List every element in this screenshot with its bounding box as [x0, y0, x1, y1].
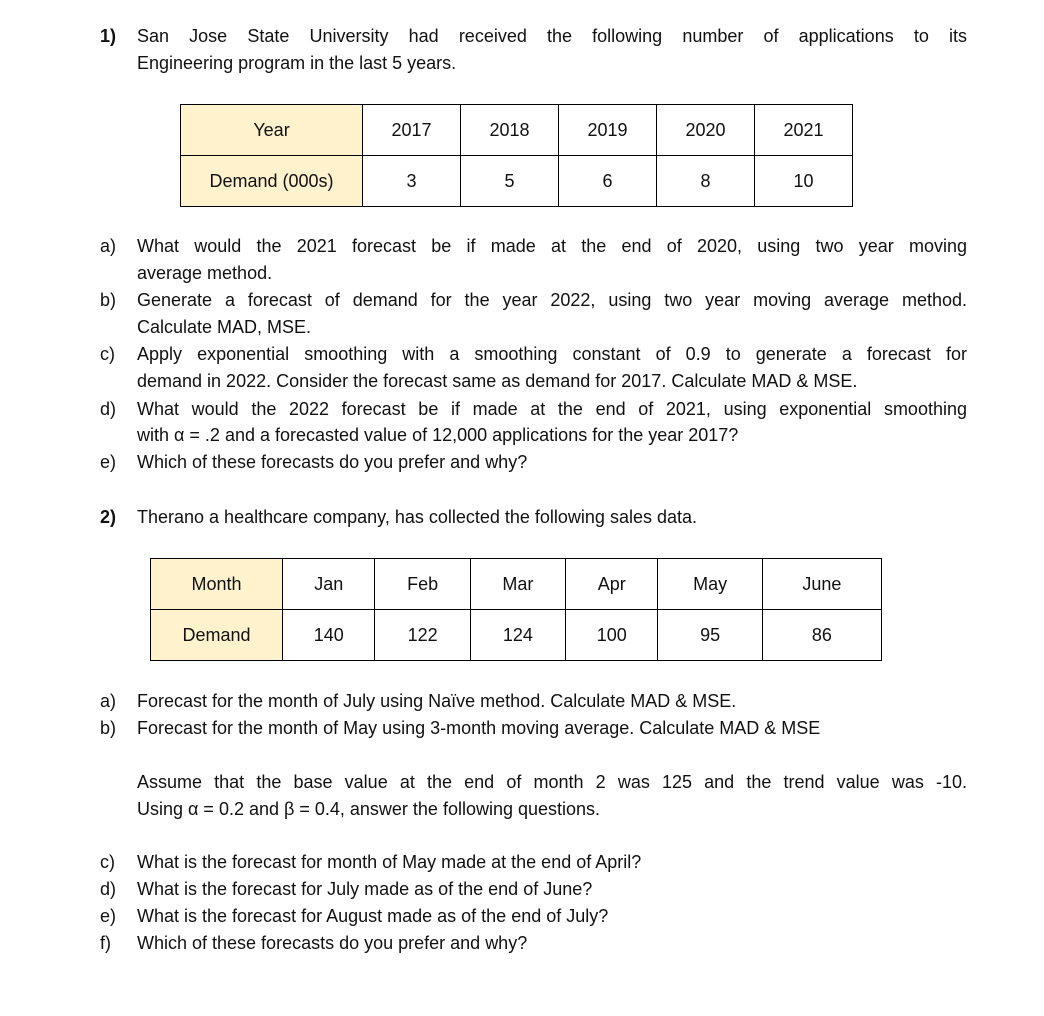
part-text: What is the forecast for month of May made at the end of April?	[137, 852, 642, 872]
part-label: b)	[100, 290, 117, 310]
month-cell: Apr	[566, 559, 658, 610]
part-text: Calculate MAD, MSE.	[137, 317, 312, 337]
question-2-text: Therano a healthcare company, has collected the following sales data.	[137, 507, 698, 527]
part-text: What is the forecast for August made as of the end of July?	[137, 906, 609, 926]
month-cell: May	[658, 559, 762, 610]
sales-table	[150, 558, 882, 661]
year-cell: 2021	[755, 105, 853, 156]
part-label: e)	[100, 452, 117, 472]
part-label: a)	[100, 236, 117, 256]
year-cell: 2018	[461, 105, 559, 156]
part-label: c)	[100, 852, 115, 872]
demand-cell: 140	[283, 610, 375, 661]
month-cell: June	[762, 559, 881, 610]
year-cell: 2017	[363, 105, 461, 156]
part-text: Apply exponential smoothing with a smoothing constant of 0.9 to generate a forecast for	[137, 344, 967, 364]
part-text: Forecast for the month of July using Naïve method. Calculate MAD & MSE.	[137, 691, 737, 711]
part-text: Generate a forecast of demand for the year 2022, using two year moving average method.	[137, 290, 967, 310]
assumption-text: Assume that the base value at the end of month 2 was 125 and the trend value was -10.	[137, 772, 967, 792]
month-cell: Feb	[375, 559, 470, 610]
demand-cell: 3	[363, 156, 461, 207]
applications-table	[180, 104, 853, 207]
table-row	[151, 559, 882, 610]
part-text: Forecast for the month of May using 3-month moving average. Calculate MAD & MSE	[137, 718, 821, 738]
header-cell: Demand (000s)	[181, 156, 363, 207]
month-cell: Jan	[283, 559, 375, 610]
year-cell: 2020	[657, 105, 755, 156]
question-1-text: San Jose State University had received the following number of applications to its	[137, 26, 967, 46]
demand-cell: 122	[375, 610, 470, 661]
header-cell: Demand	[151, 610, 283, 661]
demand-cell: 100	[566, 610, 658, 661]
part-text: with α = .2 and a forecasted value of 12,000 applications for the year 2017?	[137, 425, 739, 445]
question-2-number: 2)	[100, 507, 117, 527]
part-text: average method.	[137, 263, 273, 283]
year-cell: 2019	[559, 105, 657, 156]
question-1-text: Engineering program in the last 5 years.	[137, 53, 457, 73]
header-cell: Year	[181, 105, 363, 156]
part-label: d)	[100, 879, 117, 899]
table-row	[181, 156, 853, 207]
table-row	[181, 105, 853, 156]
part-text: Which of these forecasts do you prefer and why?	[137, 452, 528, 472]
header-cell: Month	[151, 559, 283, 610]
part-text: Which of these forecasts do you prefer and why?	[137, 933, 528, 953]
demand-cell: 86	[762, 610, 881, 661]
demand-cell: 10	[755, 156, 853, 207]
demand-cell: 6	[559, 156, 657, 207]
assumption-text: Using α = 0.2 and β = 0.4, answer the following questions.	[137, 799, 601, 819]
demand-cell: 95	[658, 610, 762, 661]
part-text: What would the 2021 forecast be if made at the end of 2020, using two year moving	[137, 236, 967, 256]
demand-cell: 124	[470, 610, 565, 661]
part-label: d)	[100, 399, 117, 419]
question-1-number: 1)	[100, 26, 117, 46]
part-label: a)	[100, 691, 117, 711]
part-label: f)	[100, 933, 111, 953]
part-text: demand in 2022. Consider the forecast same as demand for 2017. Calculate MAD & MSE.	[137, 371, 858, 391]
demand-cell: 5	[461, 156, 559, 207]
part-label: c)	[100, 344, 115, 364]
part-text: What would the 2022 forecast be if made at the end of 2021, using exponential smoothing	[137, 399, 967, 419]
part-text: What is the forecast for July made as of the end of June?	[137, 879, 593, 899]
demand-cell: 8	[657, 156, 755, 207]
table-row	[151, 610, 882, 661]
part-label: e)	[100, 906, 117, 926]
part-label: b)	[100, 718, 117, 738]
month-cell: Mar	[470, 559, 565, 610]
